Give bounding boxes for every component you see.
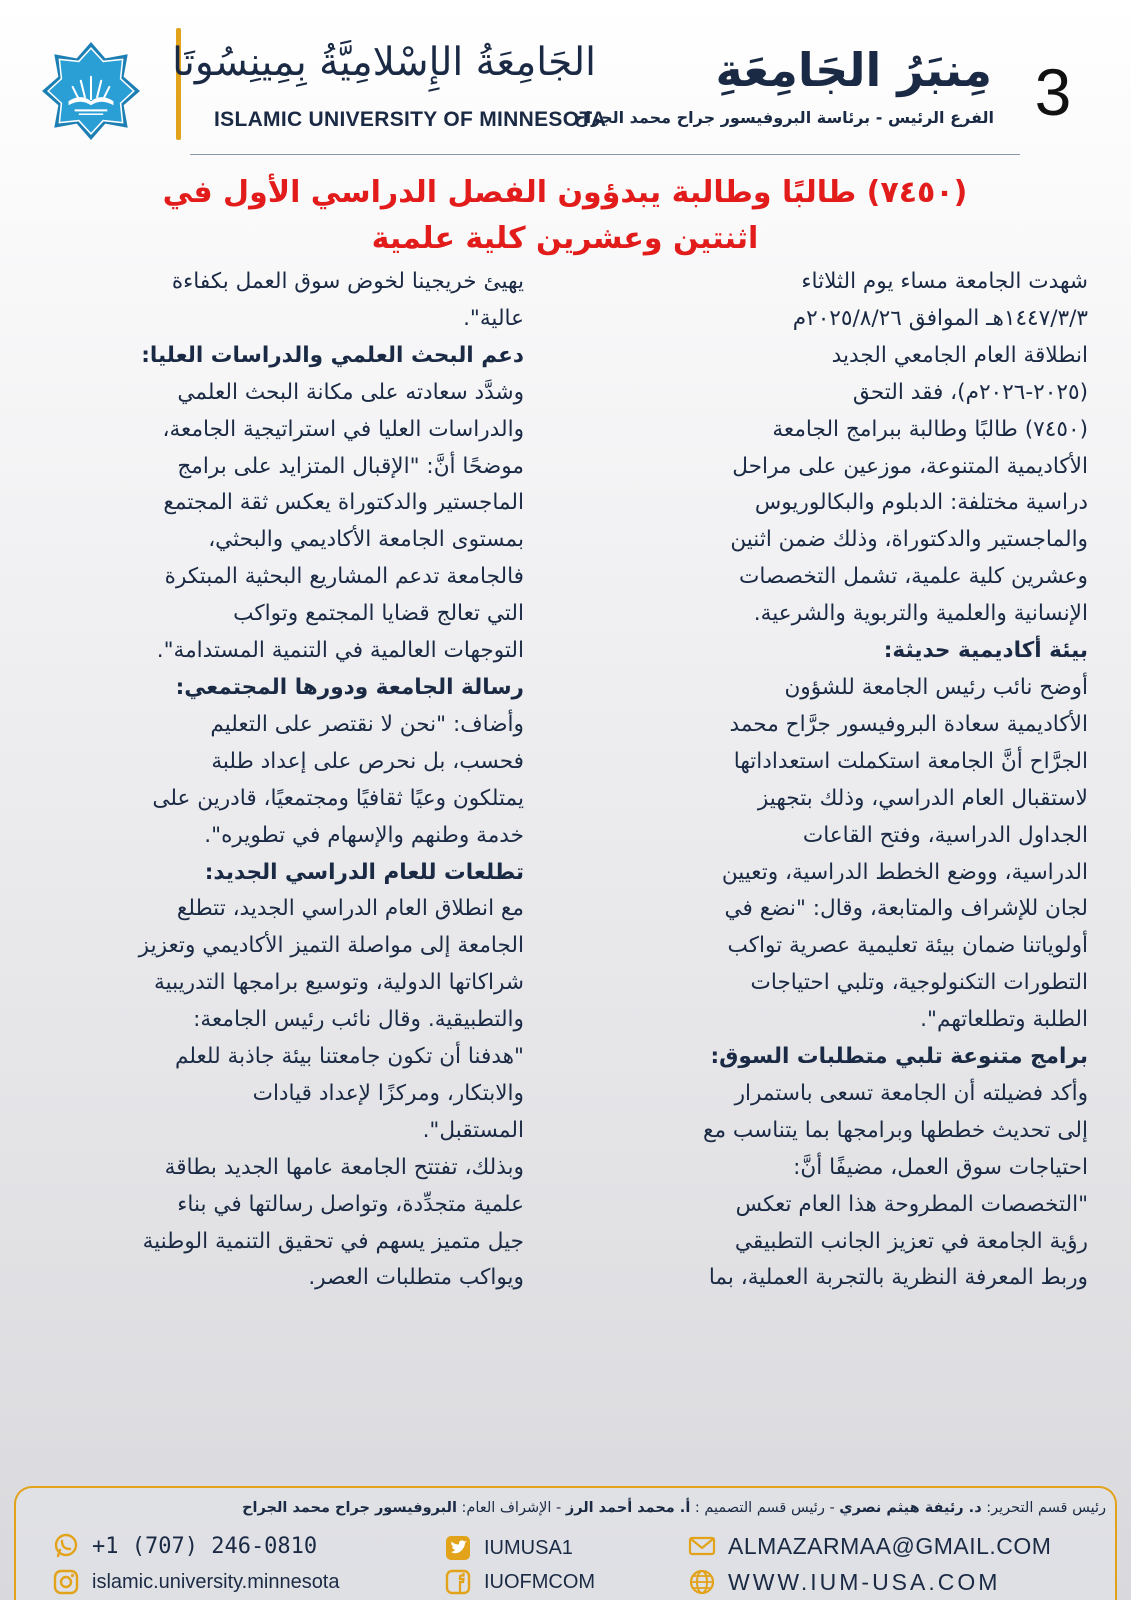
- article-line: ١٤٤٧/٣/٣هـ الموافق ٢٠٢٥/٨/٢٦م: [792, 305, 1088, 331]
- article-line: وربط المعرفة النظرية بالتجربة العملية، بما: [708, 1265, 1088, 1291]
- contact-email[interactable]: [688, 1532, 1051, 1560]
- article-line: الطلبة وتطلعاتهم".: [920, 1007, 1088, 1033]
- article-line: وعشرين كلية علمية، تشمل التخصصات: [738, 564, 1088, 590]
- article-headline: [80, 170, 1050, 262]
- contact-instagram-text: islamic.university.minnesota: [92, 1570, 340, 1593]
- article-line: أوضح نائب رئيس الجامعة للشؤون: [784, 674, 1088, 700]
- article-line: شراكاتها الدولية، وتوسيع برامجها التدريبية: [154, 970, 524, 996]
- contact-twitter[interactable]: [444, 1534, 573, 1562]
- article-line: خدمة وطنهم والإسهام في تطويره".: [204, 822, 524, 848]
- article-subheading: برامج متنوعة تلبي متطلبات السوق:: [710, 1044, 1088, 1070]
- page-number: 3: [1034, 55, 1072, 129]
- article-line: الأكاديمية المتنوعة، موزعين على مراحل: [732, 453, 1088, 479]
- article-subheading: بيئة أكاديمية حديثة:: [883, 638, 1088, 664]
- article-line: الأكاديمية سعادة البروفيسور جرَّاح محمد: [729, 711, 1088, 737]
- headline-line-2: اثنتين وعشرين كلية علمية: [371, 221, 759, 256]
- article-line: موضحًا أنَّ: "الإقبال المتزايد على برامج: [177, 453, 524, 479]
- article-line: دراسية مختلفة: الدبلوم والبكالوريوس: [754, 490, 1088, 516]
- article-line: التطورات التكنولوجية، وتلبي احتياجات: [750, 970, 1088, 996]
- contact-phone[interactable]: [52, 1532, 317, 1560]
- article-line: "هدفنا أن تكون جامعتنا بيئة جاذبة للعلم: [174, 1044, 524, 1070]
- article-line: الإنسانية والعلمية والتربوية والشرعية.: [753, 601, 1088, 627]
- article-line: المستقبل".: [422, 1117, 524, 1143]
- article-line: احتياجات سوق العمل، مضيفًا أنَّ:: [793, 1154, 1088, 1180]
- article-line: يمتلكون وعيًا ثقافيًا ومجتمعيًا، قادرين على: [152, 785, 524, 811]
- article-line: فحسب، بل نحرص على إعداد طلبة: [211, 748, 524, 774]
- globe-icon: [688, 1568, 716, 1596]
- article-line: (٢٠٢٥-٢٠٢٦م)، فقد التحق: [852, 379, 1088, 405]
- contact-website[interactable]: [688, 1568, 1000, 1596]
- contact-phone-text: +1 (707) 246-0810: [92, 1533, 318, 1559]
- article-line: وشدَّد سعادته على مكانة البحث العلمي: [177, 379, 524, 405]
- article-line: الجداول الدراسية، وفتح القاعات: [802, 822, 1088, 848]
- facebook-icon: [444, 1568, 472, 1596]
- design-name: أ. محمد أحمد الرز: [565, 1500, 691, 1516]
- article-line: التي تعالج قضايا المجتمع وتواكب: [233, 601, 524, 627]
- article-column-left: [48, 264, 524, 1297]
- article-line: والابتكار، ومركزًا لإعداد قيادات: [252, 1080, 524, 1106]
- article-subheading: دعم البحث العلمي والدراسات العليا:: [141, 342, 524, 368]
- article-line: ويواكب متطلبات العصر.: [308, 1265, 524, 1291]
- article-line: شهدت الجامعة مساء يوم الثلاثاء: [801, 269, 1088, 294]
- article-line: التوجهات العالمية في التنمية المستدامة".: [156, 638, 524, 664]
- article-line: أولوياتنا ضمان بيئة تعليمية عصرية تواكب: [727, 933, 1088, 959]
- article-subheading: تطلعات للعام الدراسي الجديد:: [204, 859, 524, 885]
- article-line: وبذلك، تفتتح الجامعة عامها الجديد بطاقة: [164, 1154, 524, 1180]
- article-line: يهيئ خريجينا لخوض سوق العمل بكفاءة: [171, 269, 524, 294]
- twitter-icon: [444, 1534, 472, 1562]
- article-line: بمستوى الجامعة الأكاديمي والبحثي،: [208, 527, 524, 553]
- article-line: علمية متجدِّدة، وتواصل رسالتها في بناء: [177, 1191, 524, 1217]
- article-line: رؤية الجامعة في تعزيز الجانب التطبيقي: [734, 1228, 1088, 1254]
- contact-facebook[interactable]: [444, 1568, 595, 1596]
- contact-twitter-text: IUMUSA1: [484, 1536, 573, 1559]
- article-line: لاستقبال العام الدراسي، وذلك بتجهيز: [757, 785, 1088, 811]
- page-header: [0, 0, 1131, 160]
- article-column-right: [612, 264, 1088, 1297]
- article-subheading: رسالة الجامعة ودورها المجتمعي:: [175, 674, 524, 700]
- article-line: والدراسات العليا في استراتيجية الجامعة،: [162, 416, 524, 442]
- whatsapp-icon: [52, 1532, 80, 1560]
- article-line: والتطبيقية. وقال نائب رئيس الجامعة:: [193, 1007, 524, 1033]
- article-line: عالية".: [463, 305, 524, 331]
- page-footer: [14, 1486, 1117, 1600]
- university-name-english: ISLAMIC UNIVERSITY OF MINNESOTA: [214, 108, 607, 131]
- email-icon: [688, 1532, 716, 1560]
- supervision-label: - الإشراف العام:: [461, 1500, 562, 1516]
- article-line: إلى تحديث خططها وبرامجها بما يتناسب مع: [702, 1117, 1088, 1143]
- article-line: الجامعة إلى مواصلة التميز الأكاديمي وتعزيز: [138, 933, 524, 959]
- article-line: الجرَّاح أنَّ الجامعة استكملت استعداداتها: [733, 748, 1088, 774]
- article-line: والماجستير والدكتوراة، وذلك ضمن اثنين: [730, 527, 1088, 553]
- contact-email-text: ALMAZARMAA@GMAIL.COM: [728, 1532, 1052, 1559]
- contact-facebook-text: IUOFMCOM: [484, 1570, 596, 1593]
- article-line: الماجستير والدكتوراة يعكس ثقة المجتمع: [163, 490, 524, 516]
- article-line: مع انطلاق العام الدراسي الجديد، تتطلع: [176, 896, 524, 922]
- credits-line: [46, 1500, 1106, 1516]
- header-rule: [190, 154, 1020, 155]
- editor-name: د. رئيفة هيثم نصري: [839, 1500, 982, 1516]
- article-line: الدراسية، ووضع الخطط الدراسية، وتعيين: [721, 859, 1088, 885]
- editor-label: رئيس قسم التحرير:: [986, 1500, 1106, 1516]
- article-line: وأضاف: "نحن لا نقتصر على التعليم: [210, 711, 524, 737]
- contact-instagram[interactable]: [52, 1568, 340, 1596]
- university-emblem-icon: [40, 40, 142, 142]
- article-line: (٧٤٥٠) طالبًا وطالبة ببرامج الجامعة: [772, 416, 1088, 442]
- article-line: جيل متميز يسهم في تحقيق التنمية الوطنية: [142, 1228, 524, 1254]
- university-name-arabic: الجَامِعَةُ الإِسْلامِيَّةُ بِمِينِسُوتَا: [172, 40, 596, 85]
- instagram-icon: [52, 1568, 80, 1596]
- headline-line-1: (٧٤٥٠) طالبًا وطالبة يبدؤون الفصل الدراسي الأول في: [162, 175, 968, 210]
- magazine-title: مِنبَرُ الجَامِعَةِ: [715, 43, 992, 97]
- supervision-name: البروفيسور جراح محمد الجراح: [242, 1500, 457, 1516]
- magazine-subtitle: الفرع الرئيس - برئاسة البروفيسور جراح محمد الجراح: [574, 108, 994, 127]
- article-line: وأكد فضيلته أن الجامعة تسعى باستمرار: [734, 1080, 1088, 1106]
- article-line: لجان للإشراف والمتابعة، وقال: "نضع في: [724, 896, 1088, 922]
- article-line: انطلاقة العام الجامعي الجديد: [831, 342, 1088, 368]
- article-line: فالجامعة تدعم المشاريع البحثية المبتكرة: [164, 564, 524, 590]
- contact-website-text: WWW.IUM-USA.COM: [728, 1568, 1001, 1595]
- article-line: "التخصصات المطروحة هذا العام تعكس: [735, 1191, 1088, 1217]
- design-label: - رئيس قسم التصميم :: [694, 1500, 835, 1516]
